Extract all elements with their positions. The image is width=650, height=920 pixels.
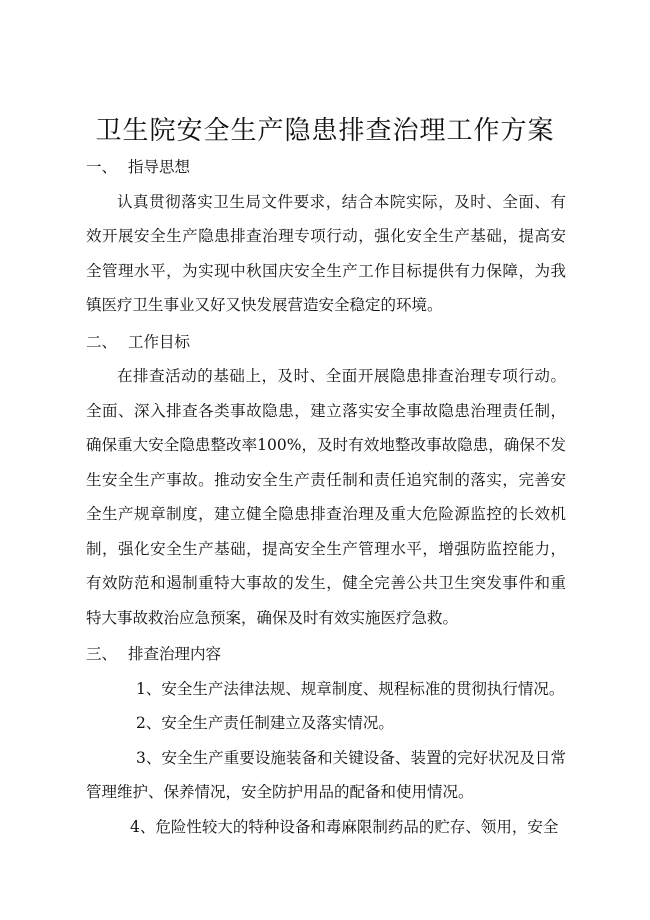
section-heading-1	[86, 150, 566, 185]
paragraph: 认真贯彻落实卫生局文件要求，结合本院实际，及时、全面、有效开展安全生产隐患排查治理专项行动，强化安全生产基础，提高安全管理水平，为实现中秋国庆安全生产工作目标提供有力保障，为我镇医疗卫生事业又好又快发展营造安全稳定的环境。	[86, 192, 566, 314]
section-title: 指导思想	[128, 158, 191, 176]
list-item: 4、危险性较大的特种设备和毒麻限制药品的贮存、领用，安全	[130, 817, 559, 836]
section-number: 一、	[86, 158, 118, 176]
paragraph: 在排查活动的基础上，及时、全面开展隐患排查治理专项行动。全面、深入排查各类事故隐患，建立落实安全事故隐患治理责任制，确保重大安全隐患整改率100%，及时有效地整改事故隐患，确保不发生安全生产事故。推动安全生产责任制和责任追究制的落实，完善安全生产规章制度，建立健全隐患排查治理及重大危险源监控的长效机制，强化安全生产基础，提高安全生产管理水平，增强防监控能力，有效防范和遏制重特大事故的发生，健全完善公共卫生突发事件和重特大事故救治应急预案，确保及时有效实施医疗急救。	[86, 367, 566, 627]
section-title: 工作目标	[128, 332, 191, 351]
section-number: 二、	[86, 332, 118, 351]
list-item: 3、安全生产重要设施装备和关键设备、装置的完好状况及日常管理维护、保养情况，安全防护用品的配备和使用情况。	[86, 748, 566, 801]
section-number: 三、	[86, 645, 118, 663]
section-title: 排查治理内容	[128, 645, 222, 663]
list-item: 2、安全生产责任制建立及落实情况。	[136, 714, 394, 732]
document-title: 卫生院安全生产隐患排查治理工作方案	[95, 116, 555, 146]
section-heading-3	[86, 637, 566, 672]
section-heading-2	[86, 325, 566, 360]
list-item: 1、安全生产法律法规、规章制度、规程标准的贯彻执行情况。	[136, 679, 565, 698]
document-body	[86, 150, 566, 844]
